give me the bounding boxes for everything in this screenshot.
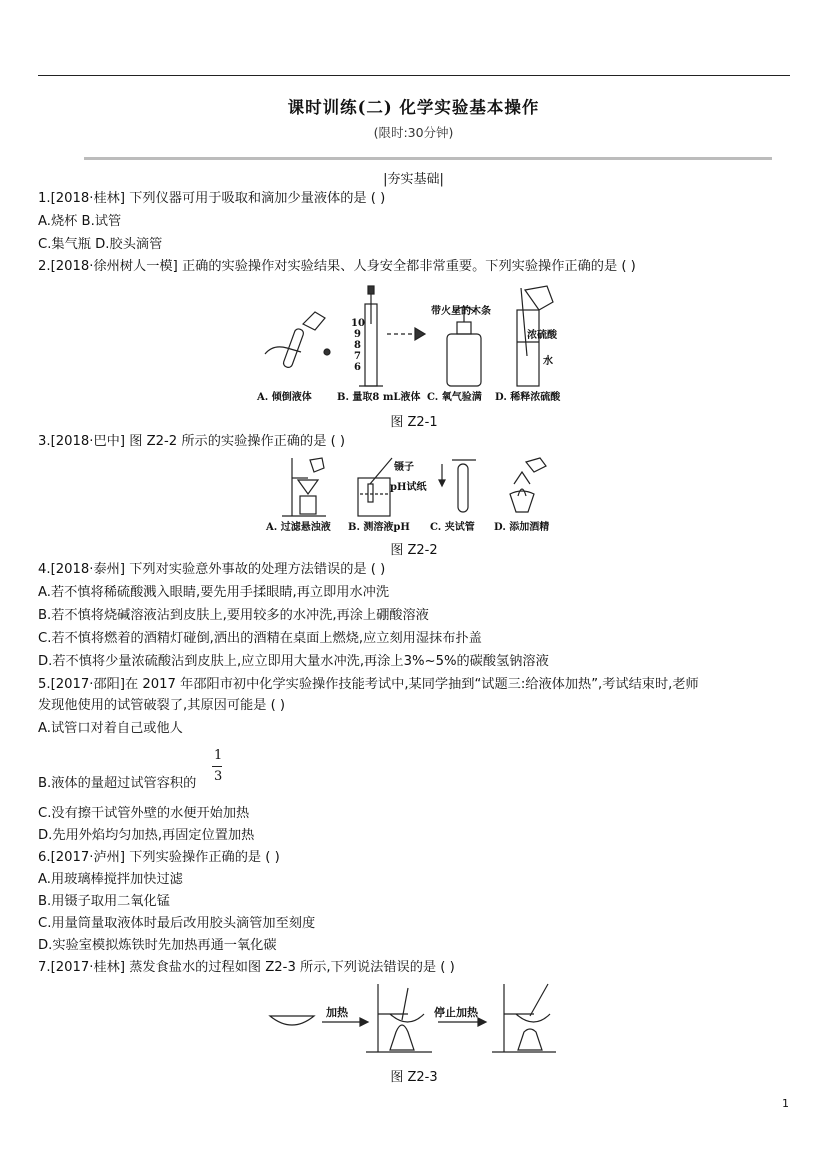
z2-1-annotation-acid: 浓硫酸 (527, 330, 557, 341)
z2-1-tick-7: 7 (354, 351, 361, 362)
figure-z2-2-caption: 图 Z2-2 (390, 543, 438, 558)
z2-1-annotation-water: 水 (543, 356, 553, 367)
figure-z2-3 (268, 980, 560, 1062)
figure-z2-1 (255, 284, 565, 404)
z2-1-tick-9: 9 (354, 329, 361, 340)
page-number: 1 (782, 1097, 789, 1110)
q5-stem-continued: 发现他使用的试管破裂了,其原因可能是 ( ) (38, 698, 286, 713)
q4-stem: 4.[2018·泰州] 下列对实验意外事故的处理方法错误的是 ( ) (38, 562, 386, 577)
q1-stem: 1.[2018·桂林] 下列仪器可用于吸取和滴加少量液体的是 ( ) (38, 191, 386, 206)
z2-2-label-c: C. 夹试管 (430, 522, 475, 533)
q5-option-c: C.没有擦干试管外壁的水便开始加热 (38, 806, 250, 821)
q1-option-ab: A.烧杯 B.试管 (38, 214, 122, 229)
z2-1-label-a: A. 倾倒液体 (257, 392, 312, 403)
q7-stem: 7.[2017·桂林] 蒸发食盐水的过程如图 Z2-3 所示,下列说法错误的是 ( ) (38, 960, 455, 975)
q4-option-b: B.若不慎将烧碱溶液沾到皮肤上,要用较多的水冲洗,再涂上硼酸溶液 (38, 608, 429, 623)
z2-1-tick-8: 8 (354, 340, 361, 351)
page-title: 课时训练(二) 化学实验基本操作 (287, 98, 540, 117)
q6-option-b: B.用镊子取用二氧化锰 (38, 894, 170, 909)
figure-z2-1-caption: 图 Z2-1 (390, 415, 438, 430)
q5-fraction-numerator: 1 (214, 748, 223, 763)
q5-fraction-denominator: 3 (214, 769, 223, 784)
z2-1-tick-6: 6 (354, 362, 361, 373)
z2-3-arrow-heat: 加热 (326, 1006, 348, 1019)
z2-1-label-b: B. 量取8 mL液体 (337, 392, 421, 403)
q6-stem: 6.[2017·泸州] 下列实验操作正确的是 ( ) (38, 850, 280, 865)
q6-option-d: D.实验室模拟炼铁时先加热再通一氧化碳 (38, 938, 277, 953)
section-heading: |夯实基础| (383, 172, 444, 187)
z2-2-label-a: A. 过滤悬浊液 (266, 522, 331, 533)
z2-2-annotation-tweezers: 镊子 (394, 462, 414, 473)
section-rule (84, 157, 772, 160)
q1-option-cd: C.集气瓶 D.胶头滴管 (38, 237, 163, 252)
figure-z2-2 (262, 454, 562, 536)
z2-2-annotation-ph-paper: pH试纸 (390, 482, 427, 493)
q3-stem: 3.[2018·巴中] 图 Z2-2 所示的实验操作正确的是 ( ) (38, 434, 346, 449)
z2-1-tick-10: 10 (351, 318, 365, 329)
z2-3-arrow-stop-heat: 停止加热 (434, 1006, 478, 1019)
figure-z2-3-caption: 图 Z2-3 (390, 1070, 438, 1085)
q5-option-d: D.先用外焰均匀加热,再固定位置加热 (38, 828, 255, 843)
top-rule (38, 75, 790, 76)
q4-option-a: A.若不慎将稀硫酸溅入眼睛,要先用手揉眼睛,再立即用水冲洗 (38, 585, 390, 600)
z2-1-annotation-stick: 带火星的木条 (431, 306, 491, 317)
q5-stem: 5.[2017·邵阳]在 2017 年邵阳市初中化学实验操作技能考试中,某同学抽到“试题三:给液体加热”,考试结束时,老师 (38, 677, 699, 692)
q4-option-d: D.若不慎将少量浓硫酸沾到皮肤上,应立即用大量水冲洗,再涂上3%~5%的碳酸氢钠溶液 (38, 654, 549, 669)
z2-1-label-c: C. 氧气验满 (427, 392, 482, 403)
time-limit: (限时:30分钟) (373, 125, 454, 140)
z2-2-label-b: B. 测溶液pH (348, 522, 410, 533)
q5-option-a: A.试管口对着自己或他人 (38, 721, 183, 736)
z2-1-label-d: D. 稀释浓硫酸 (495, 392, 561, 403)
q4-option-c: C.若不慎将燃着的酒精灯碰倒,洒出的酒精在桌面上燃烧,应立刻用湿抹布扑盖 (38, 631, 482, 646)
q5-fraction-bar (212, 766, 222, 767)
q6-option-c: C.用量筒量取液体时最后改用胶头滴管加至刻度 (38, 916, 316, 931)
q5-option-b: B.液体的量超过试管容积的 (38, 776, 197, 791)
q2-stem: 2.[2018·徐州树人一模] 正确的实验操作对实验结果、人身安全都非常重要。下列实验操作正确的是 ( ) (38, 259, 636, 274)
q6-option-a: A.用玻璃棒搅拌加快过滤 (38, 872, 183, 887)
z2-2-label-d: D. 添加酒精 (494, 522, 550, 533)
